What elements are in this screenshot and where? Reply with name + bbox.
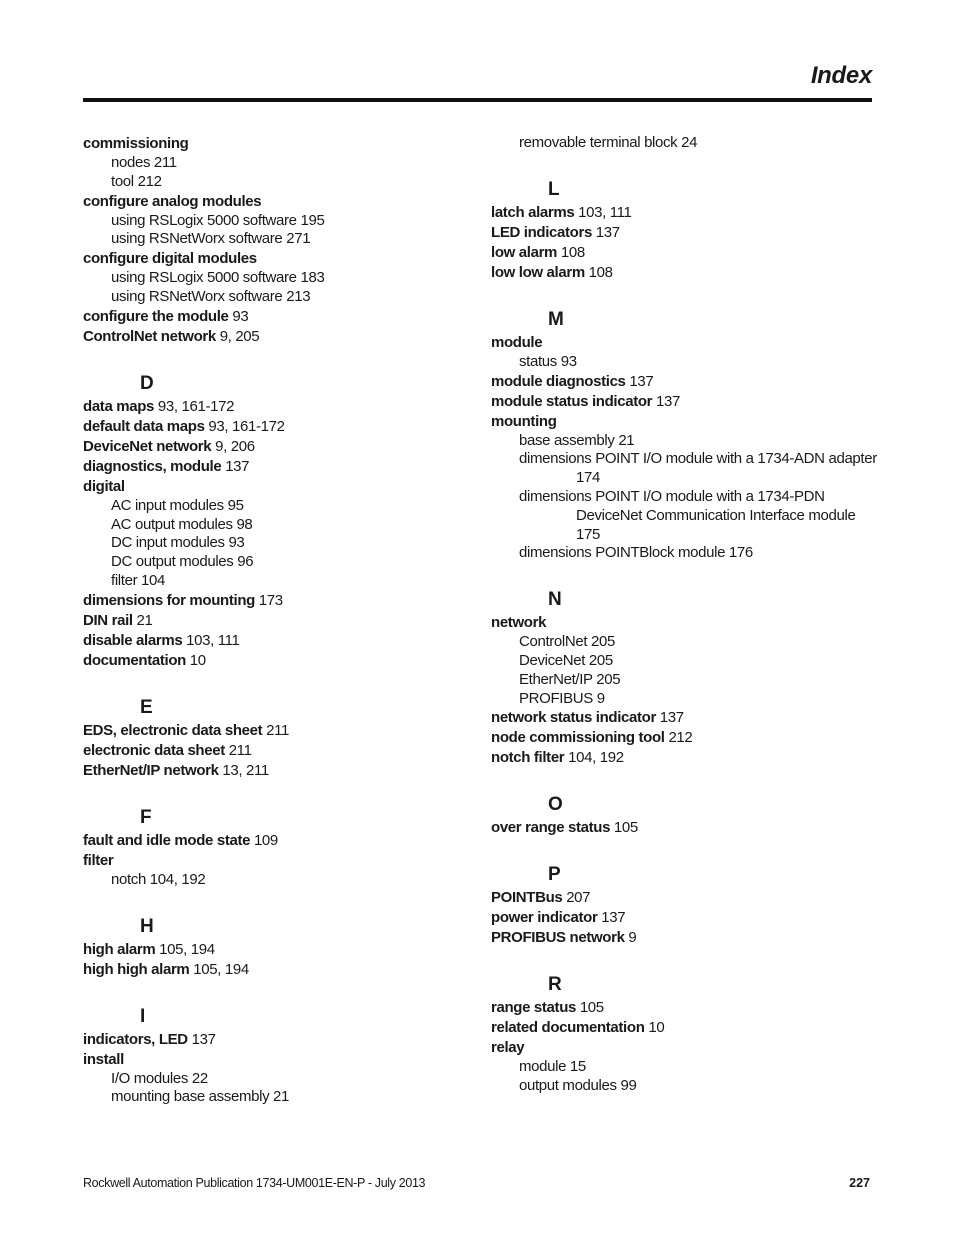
index-term: high alarm xyxy=(83,940,156,958)
index-entry xyxy=(491,333,881,353)
index-term: indicators, LED xyxy=(83,1030,188,1048)
index-pages: 93, 161-172 xyxy=(154,397,235,415)
index-entry xyxy=(83,960,473,980)
index-entry xyxy=(83,1030,473,1050)
index-entry xyxy=(491,1038,881,1058)
index-entry xyxy=(491,1018,881,1038)
index-pages: 10 xyxy=(644,1019,665,1037)
index-term: diagnostics, module xyxy=(83,457,222,475)
index-entry xyxy=(491,203,881,223)
footer-page-number: 227 xyxy=(849,1176,870,1190)
index-term: DeviceNet network xyxy=(83,437,212,455)
section-letter: I xyxy=(140,1005,145,1027)
section-letter: N xyxy=(548,589,562,611)
section-letter: R xyxy=(548,974,562,996)
index-term: documentation xyxy=(83,651,186,669)
index-term: DIN rail xyxy=(83,611,133,629)
index-term: configure analog modules xyxy=(83,192,262,210)
index-entry xyxy=(83,249,473,269)
index-term: EtherNet/IP network xyxy=(83,761,219,779)
index-pages: 207 xyxy=(562,889,591,907)
section-letter: F xyxy=(140,806,152,828)
index-subentry: base assembly 21 xyxy=(519,431,635,449)
index-entry xyxy=(491,263,881,283)
index-term: related documentation xyxy=(491,1019,645,1037)
index-term: low alarm xyxy=(491,243,558,261)
index-term: POINTBus xyxy=(491,889,563,907)
index-pages: 137 xyxy=(652,392,680,410)
index-entry xyxy=(491,372,881,392)
index-entry xyxy=(491,908,881,928)
index-entry xyxy=(491,728,881,748)
index-term: mounting xyxy=(491,412,557,430)
index-pages: 137 xyxy=(591,223,620,241)
index-pages: 9, 206 xyxy=(211,437,255,455)
index-term: over range status xyxy=(491,819,611,837)
index-term: power indicator xyxy=(491,909,598,927)
index-term: commissioning xyxy=(83,135,189,152)
index-term: module status indicator xyxy=(491,392,653,410)
index-pages: 93 xyxy=(228,307,249,325)
index-pages: 105, 194 xyxy=(155,940,215,958)
index-term: disable alarms xyxy=(83,631,183,649)
index-subentry: using RSLogix 5000 software 183 xyxy=(111,269,325,287)
index-entry xyxy=(83,1050,473,1070)
index-entry xyxy=(491,998,881,1018)
index-subentry: using RSNetWorx software 271 xyxy=(111,230,311,248)
index-subentry: AC input modules 95 xyxy=(111,496,244,514)
index-subentry: AC output modules 98 xyxy=(111,515,253,533)
index-term: LED indicators xyxy=(491,223,592,241)
footer-publication: Rockwell Automation Publication 1734-UM001E-EN-P - July 2013 xyxy=(83,1176,426,1190)
index-term: digital xyxy=(83,477,125,495)
index-subentry: dimensions POINT I/O module with a 1734-PDN xyxy=(519,487,825,505)
index-term: default data maps xyxy=(83,417,205,435)
index-entry xyxy=(491,412,881,432)
index-entry xyxy=(491,818,881,838)
index-term: relay xyxy=(491,1039,525,1057)
index-entry xyxy=(83,591,473,611)
index-entry xyxy=(83,721,473,741)
index-entry xyxy=(491,243,881,263)
index-column-right xyxy=(491,134,881,1096)
index-subentry: module 15 xyxy=(519,1058,586,1076)
index-entry xyxy=(83,741,473,761)
index-entry xyxy=(83,307,473,327)
section-letter: O xyxy=(548,794,563,816)
index-subentry: DeviceNet 205 xyxy=(519,651,613,669)
index-pages: 103, 111 xyxy=(182,631,240,649)
index-pages: 21 xyxy=(132,611,153,629)
index-term: latch alarms xyxy=(491,203,575,221)
index-entry xyxy=(83,940,473,960)
section-letter: H xyxy=(140,915,154,937)
index-subentry: dimensions POINT I/O module with a 1734-ADN adapter xyxy=(519,450,877,468)
index-subentry: filter 104 xyxy=(111,571,166,589)
index-pages: 211 xyxy=(224,741,252,759)
index-term: module xyxy=(491,333,543,351)
index-pages: 104, 192 xyxy=(564,749,624,767)
section-letter: L xyxy=(548,178,560,200)
index-pages: 137 xyxy=(655,709,684,727)
index-term: data maps xyxy=(83,397,155,415)
index-subentry: output modules 99 xyxy=(519,1077,637,1095)
index-entry xyxy=(83,397,473,417)
index-subentry: DC input modules 93 xyxy=(111,534,245,552)
index-entry xyxy=(83,651,473,671)
index-pages: 173 xyxy=(254,591,283,609)
index-entry xyxy=(83,761,473,781)
index-term: configure digital modules xyxy=(83,250,257,268)
index-pages: 108 xyxy=(584,263,613,281)
index-pages: 105 xyxy=(610,819,638,837)
index-term: range status xyxy=(491,999,576,1017)
section-letter: M xyxy=(548,308,564,330)
index-subentry: tool 212 xyxy=(111,172,162,190)
index-pages: 137 xyxy=(625,372,654,390)
index-subentry-continuation: DeviceNet Communication Interface module xyxy=(576,506,856,524)
index-entry xyxy=(83,192,473,212)
index-subentry: EtherNet/IP 205 xyxy=(519,670,621,688)
index-subentry: notch 104, 192 xyxy=(111,870,206,888)
index-subentry: DC output modules 96 xyxy=(111,553,254,571)
index-pages: 108 xyxy=(557,243,585,261)
index-subentry: mounting base assembly 21 xyxy=(111,1088,290,1106)
index-term: high high alarm xyxy=(83,960,190,978)
index-term: install xyxy=(83,1050,124,1068)
index-entry xyxy=(491,888,881,908)
index-entry xyxy=(83,631,473,651)
index-entry xyxy=(491,613,881,633)
index-subentry: PROFIBUS 9 xyxy=(519,689,605,707)
index-term: dimensions for mounting xyxy=(83,591,255,609)
index-term: module diagnostics xyxy=(491,372,626,390)
index-subentry: nodes 211 xyxy=(111,154,177,171)
index-term: ControlNet network xyxy=(83,327,216,345)
index-term: EDS, electronic data sheet xyxy=(83,721,263,739)
index-subentry: status 93 xyxy=(519,352,577,370)
index-pages: 9, 205 xyxy=(215,327,260,345)
index-term: notch filter xyxy=(491,749,565,767)
index-entry xyxy=(491,748,881,768)
index-entry xyxy=(83,851,473,871)
index-pages: 137 xyxy=(187,1030,216,1048)
index-subentry: removable terminal block 24 xyxy=(519,134,698,151)
index-term: low low alarm xyxy=(491,263,585,281)
index-subentry-continuation: 175 xyxy=(576,525,600,543)
index-pages: 211 xyxy=(262,721,289,739)
page-title: Index xyxy=(810,62,872,89)
index-pages: 212 xyxy=(664,729,693,747)
index-entry xyxy=(83,437,473,457)
index-entry xyxy=(83,327,473,347)
index-subentry: I/O modules 22 xyxy=(111,1069,208,1087)
index-entry xyxy=(83,477,473,497)
section-letter: P xyxy=(548,864,561,886)
index-entry xyxy=(83,457,473,477)
index-entry xyxy=(83,611,473,631)
index-term: network xyxy=(491,614,547,632)
index-pages: 105 xyxy=(576,999,604,1017)
index-pages: 9 xyxy=(624,929,637,947)
index-term: network status indicator xyxy=(491,709,656,727)
index-pages: 10 xyxy=(185,651,206,669)
index-entry xyxy=(83,417,473,437)
section-letter: D xyxy=(140,372,154,394)
index-subentry-continuation: 174 xyxy=(576,469,600,487)
index-column-left xyxy=(83,134,473,1107)
index-pages: 93, 161-172 xyxy=(204,417,285,435)
index-term: fault and idle mode state xyxy=(83,831,251,849)
index-pages: 137 xyxy=(221,457,250,475)
index-term: electronic data sheet xyxy=(83,741,225,759)
index-entry xyxy=(491,223,881,243)
index-pages: 103, 111 xyxy=(574,203,632,221)
index-entry xyxy=(491,392,881,412)
index-pages: 105, 194 xyxy=(189,960,249,978)
index-term: node commissioning tool xyxy=(491,729,665,747)
index-entry xyxy=(491,928,881,948)
index-pages: 109 xyxy=(250,831,278,849)
index-subentry: using RSNetWorx software 213 xyxy=(111,287,311,305)
index-entry xyxy=(83,134,473,154)
index-subentry: using RSLogix 5000 software 195 xyxy=(111,211,325,229)
index-subentry: dimensions POINTBlock module 176 xyxy=(519,544,753,562)
section-letter: E xyxy=(140,696,153,718)
index-subentry: ControlNet 205 xyxy=(519,633,615,651)
index-pages: 13, 211 xyxy=(218,761,269,779)
index-term: filter xyxy=(83,851,114,869)
index-term: configure the module xyxy=(83,307,229,325)
index-entry xyxy=(83,831,473,851)
index-entry xyxy=(491,708,881,728)
index-term: PROFIBUS network xyxy=(491,929,625,947)
index-pages: 137 xyxy=(597,909,626,927)
header-rule xyxy=(83,98,872,102)
